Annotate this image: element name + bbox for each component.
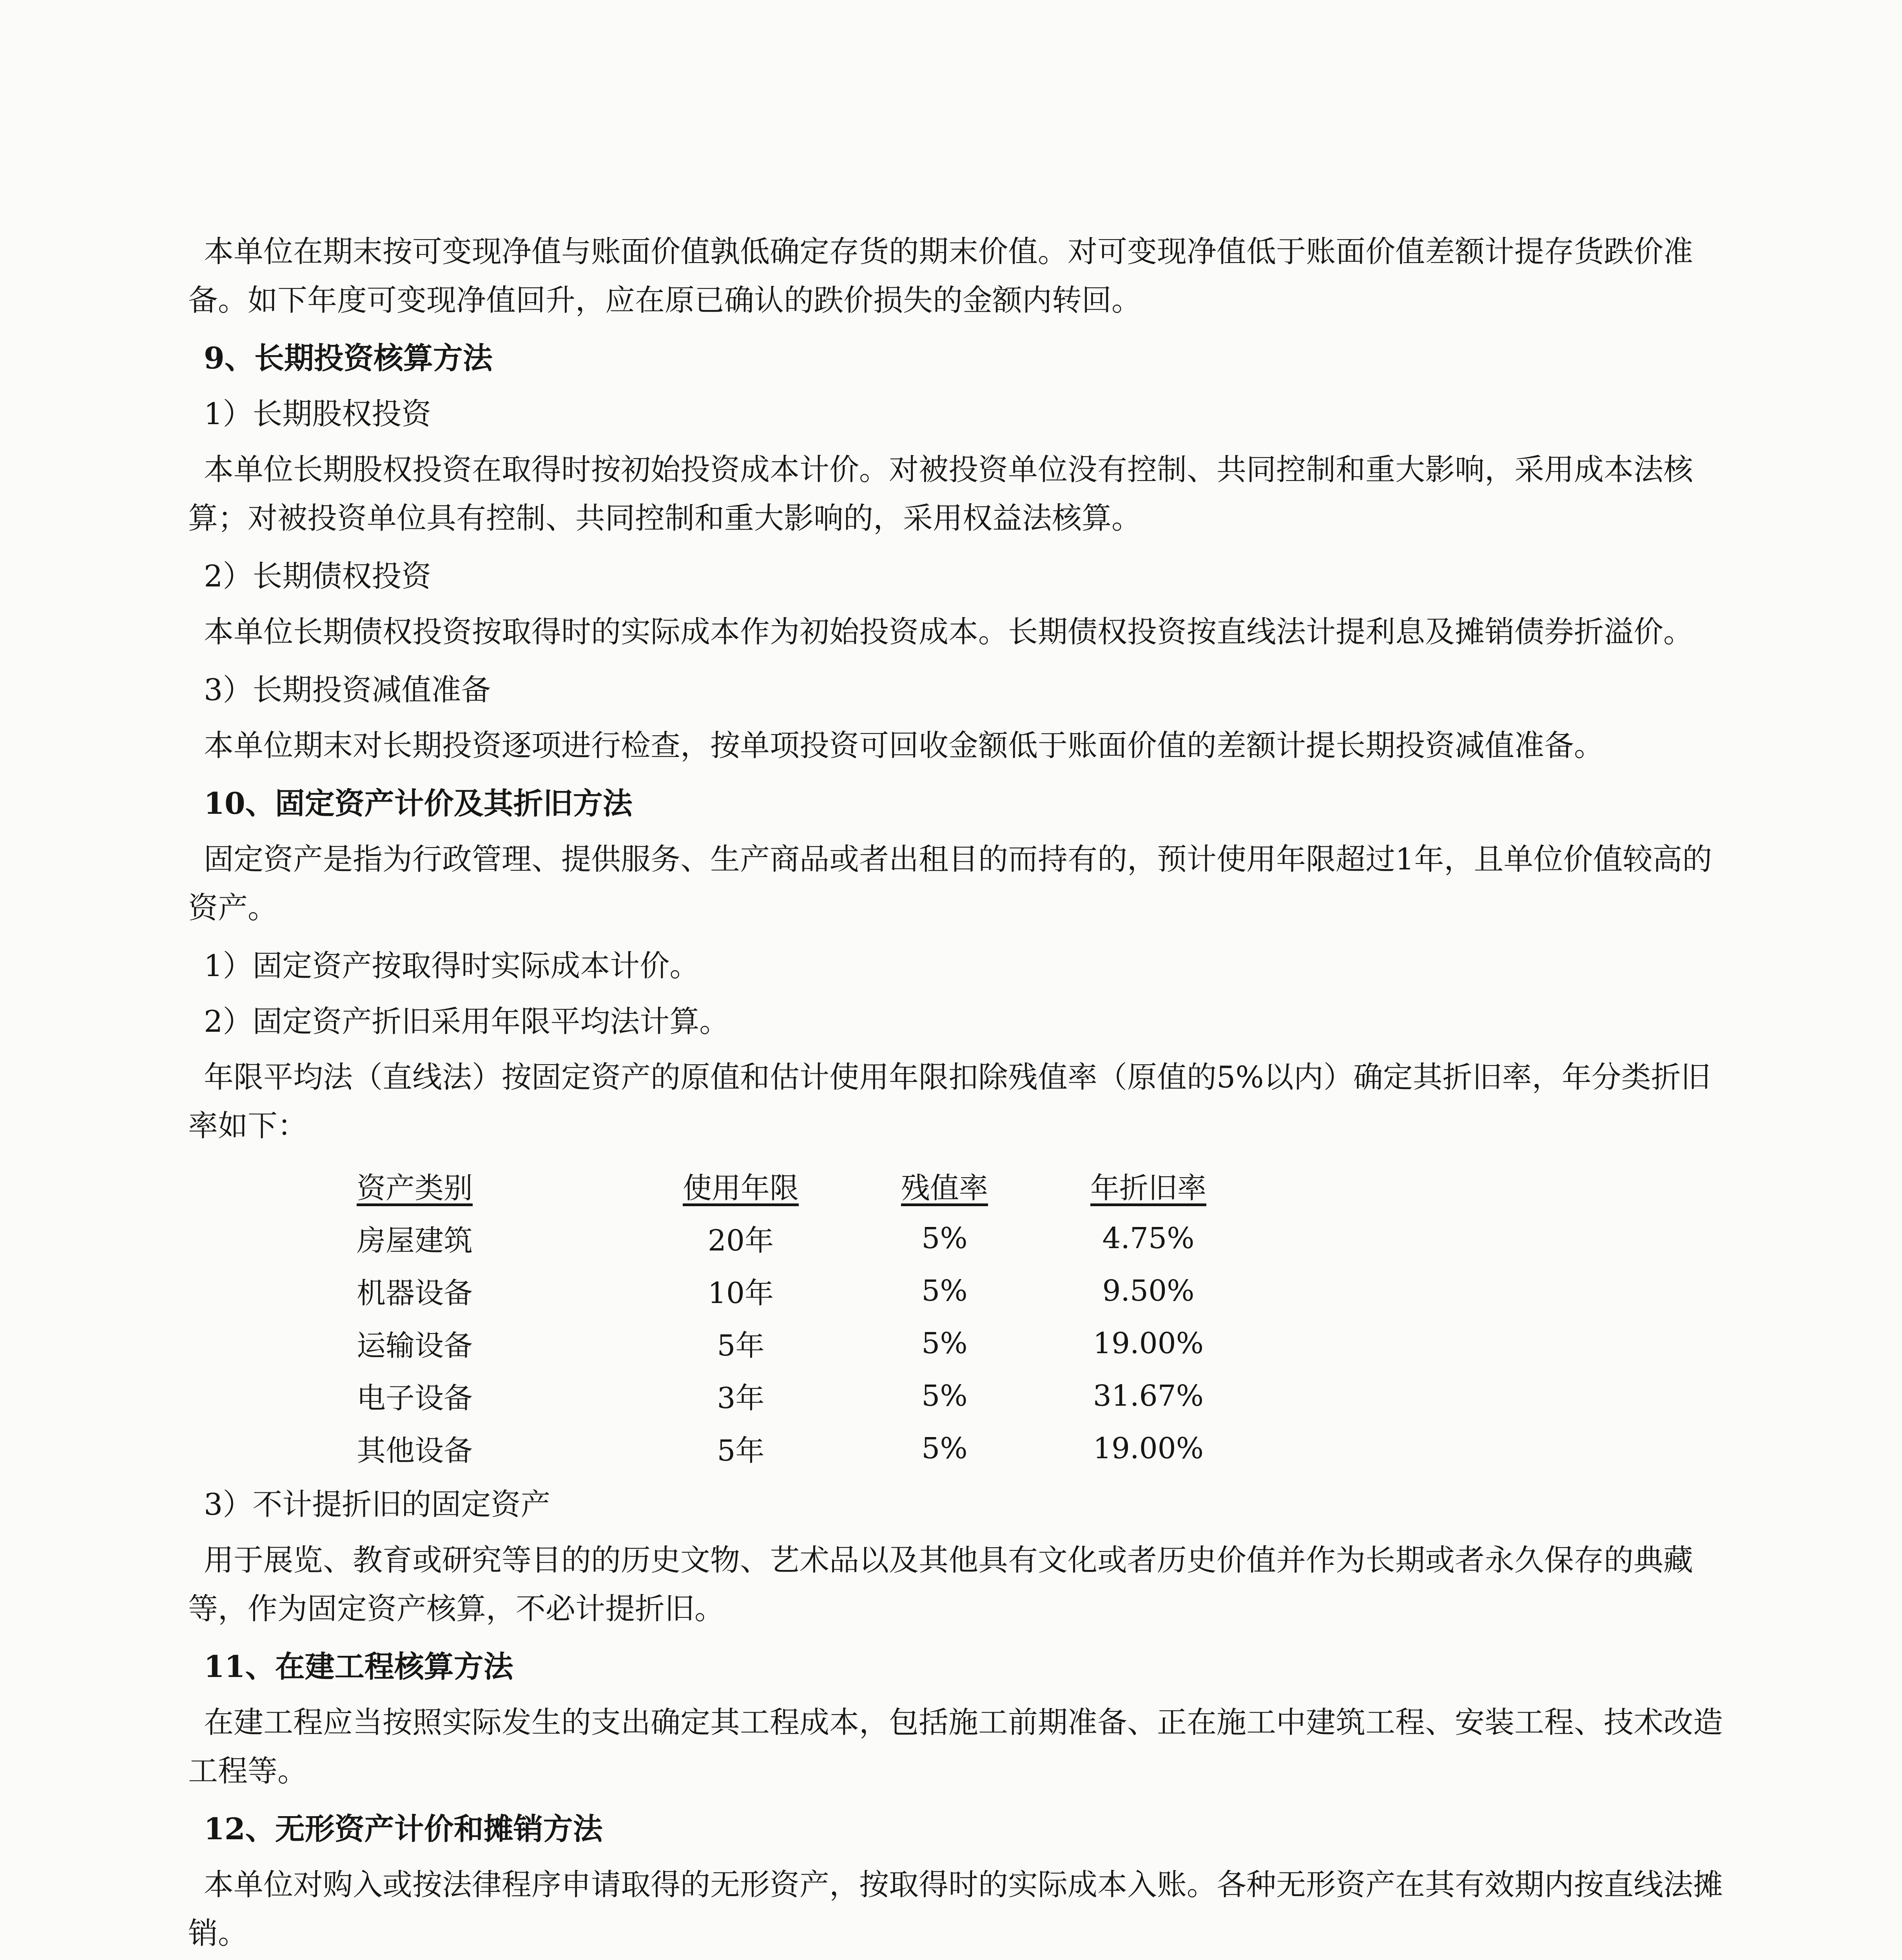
paragraph-non-depreciated: 用于展览、教育或研究等目的的历史文物、艺术品以及其他具有文化或者历史价值并作为长期或者永久保存的典藏等，作为固定资产核算，不必计提折旧。 xyxy=(188,1543,1693,1626)
table-cell: 5年 xyxy=(717,1329,765,1363)
paragraph-fixed-assets: 固定资产是指为行政管理、提供服务、生产商品或者出租目的而持有的，预计使用年限超过1年，且单位价值较高的资产。 xyxy=(188,842,1712,925)
table-cell: 19.00% xyxy=(1093,1432,1204,1465)
paragraph-inventory: 本单位在期末按可变现净值与账面价值孰低确定存货的期末价值。对可变现净值低于账面价值差额计提存货跌价准备。如下年度可变现净值回升，应在原已确认的跌价损失的金额内转回。 xyxy=(188,234,1693,318)
paragraph-depreciation-method: 年限平均法（直线法）按固定资产的原值和估计使用年限扣除残值率（原值的5%以内）确定其折旧率，年分类折旧率如下： xyxy=(188,1060,1711,1143)
table-cell: 5% xyxy=(921,1274,968,1308)
table-row xyxy=(353,1317,1258,1370)
table-cell: 5% xyxy=(921,1432,968,1465)
subheading-debt-investment: 2）长期债权投资 xyxy=(204,559,432,593)
column-header: 资产类别 xyxy=(357,1171,473,1205)
table-cell: 电子设备 xyxy=(357,1381,473,1415)
table-cell: 3年 xyxy=(717,1381,765,1415)
table-cell: 运输设备 xyxy=(357,1329,473,1363)
table-cell: 5% xyxy=(921,1379,968,1413)
table-cell: 5% xyxy=(921,1327,968,1360)
page-body xyxy=(188,227,1732,1960)
subheading-non-depreciated: 3）不计提折旧的固定资产 xyxy=(204,1487,551,1522)
column-header: 年折旧率 xyxy=(1090,1171,1206,1205)
heading-long-term-investment: 9、长期投资核算方法 xyxy=(204,341,493,376)
table-cell: 20年 xyxy=(707,1224,774,1258)
paragraph-intangible-assets: 本单位对购入或按法律程序申请取得的无形资产，按取得时的实际成本入账。各种无形资产在其有效期内按直线法摊销。 xyxy=(188,1867,1723,1951)
table-cell: 4.75% xyxy=(1102,1221,1195,1255)
table-row xyxy=(353,1212,1258,1265)
table-header-row xyxy=(353,1160,1258,1212)
subheading-depreciation-method: 2）固定资产折旧采用年限平均法计算。 xyxy=(204,1004,729,1039)
table-cell: 10年 xyxy=(707,1276,774,1310)
table-row xyxy=(353,1422,1258,1475)
heading-construction-in-progress: 11、在建工程核算方法 xyxy=(204,1649,513,1684)
table-cell: 31.67% xyxy=(1093,1379,1204,1413)
table-cell: 19.00% xyxy=(1093,1327,1204,1360)
table-cell: 其他设备 xyxy=(357,1434,473,1468)
table-cell: 9.50% xyxy=(1102,1274,1195,1308)
heading-intangible-assets: 12、无形资产计价和摊销方法 xyxy=(204,1811,603,1846)
table-row xyxy=(353,1370,1258,1422)
subheading-equity-investment: 1）长期股权投资 xyxy=(204,396,432,431)
depreciation-rate-table xyxy=(353,1160,1258,1475)
paragraph-equity-investment: 本单位长期股权投资在取得时按初始投资成本计价。对被投资单位没有控制、共同控制和重大影响，采用成本法核算；对被投资单位具有控制、共同控制和重大影响的，采用权益法核算。 xyxy=(188,452,1693,535)
heading-fixed-assets: 10、固定资产计价及其折旧方法 xyxy=(204,786,633,821)
table-cell: 房屋建筑 xyxy=(357,1224,473,1258)
table-row xyxy=(353,1265,1258,1317)
table-cell: 机器设备 xyxy=(357,1276,473,1310)
table-cell: 5年 xyxy=(717,1434,765,1468)
subheading-impairment: 3）长期投资减值准备 xyxy=(204,672,491,707)
column-header: 使用年限 xyxy=(683,1171,799,1205)
table-cell: 5% xyxy=(921,1221,968,1255)
paragraph-debt-investment: 本单位长期债权投资按取得时的实际成本作为初始投资成本。长期债权投资按直线法计提利息及摊销债券折溢价。 xyxy=(204,614,1693,649)
column-header: 残值率 xyxy=(901,1171,988,1205)
subheading-fixed-asset-cost: 1）固定资产按取得时实际成本计价。 xyxy=(204,948,700,983)
paragraph-construction-in-progress: 在建工程应当按照实际发生的支出确定其工程成本，包括施工前期准备、正在施工中建筑工程、安装工程、技术改造工程等。 xyxy=(188,1705,1723,1788)
paragraph-impairment: 本单位期末对长期投资逐项进行检查，按单项投资可回收金额低于账面价值的差额计提长期投资减值准备。 xyxy=(204,728,1604,763)
